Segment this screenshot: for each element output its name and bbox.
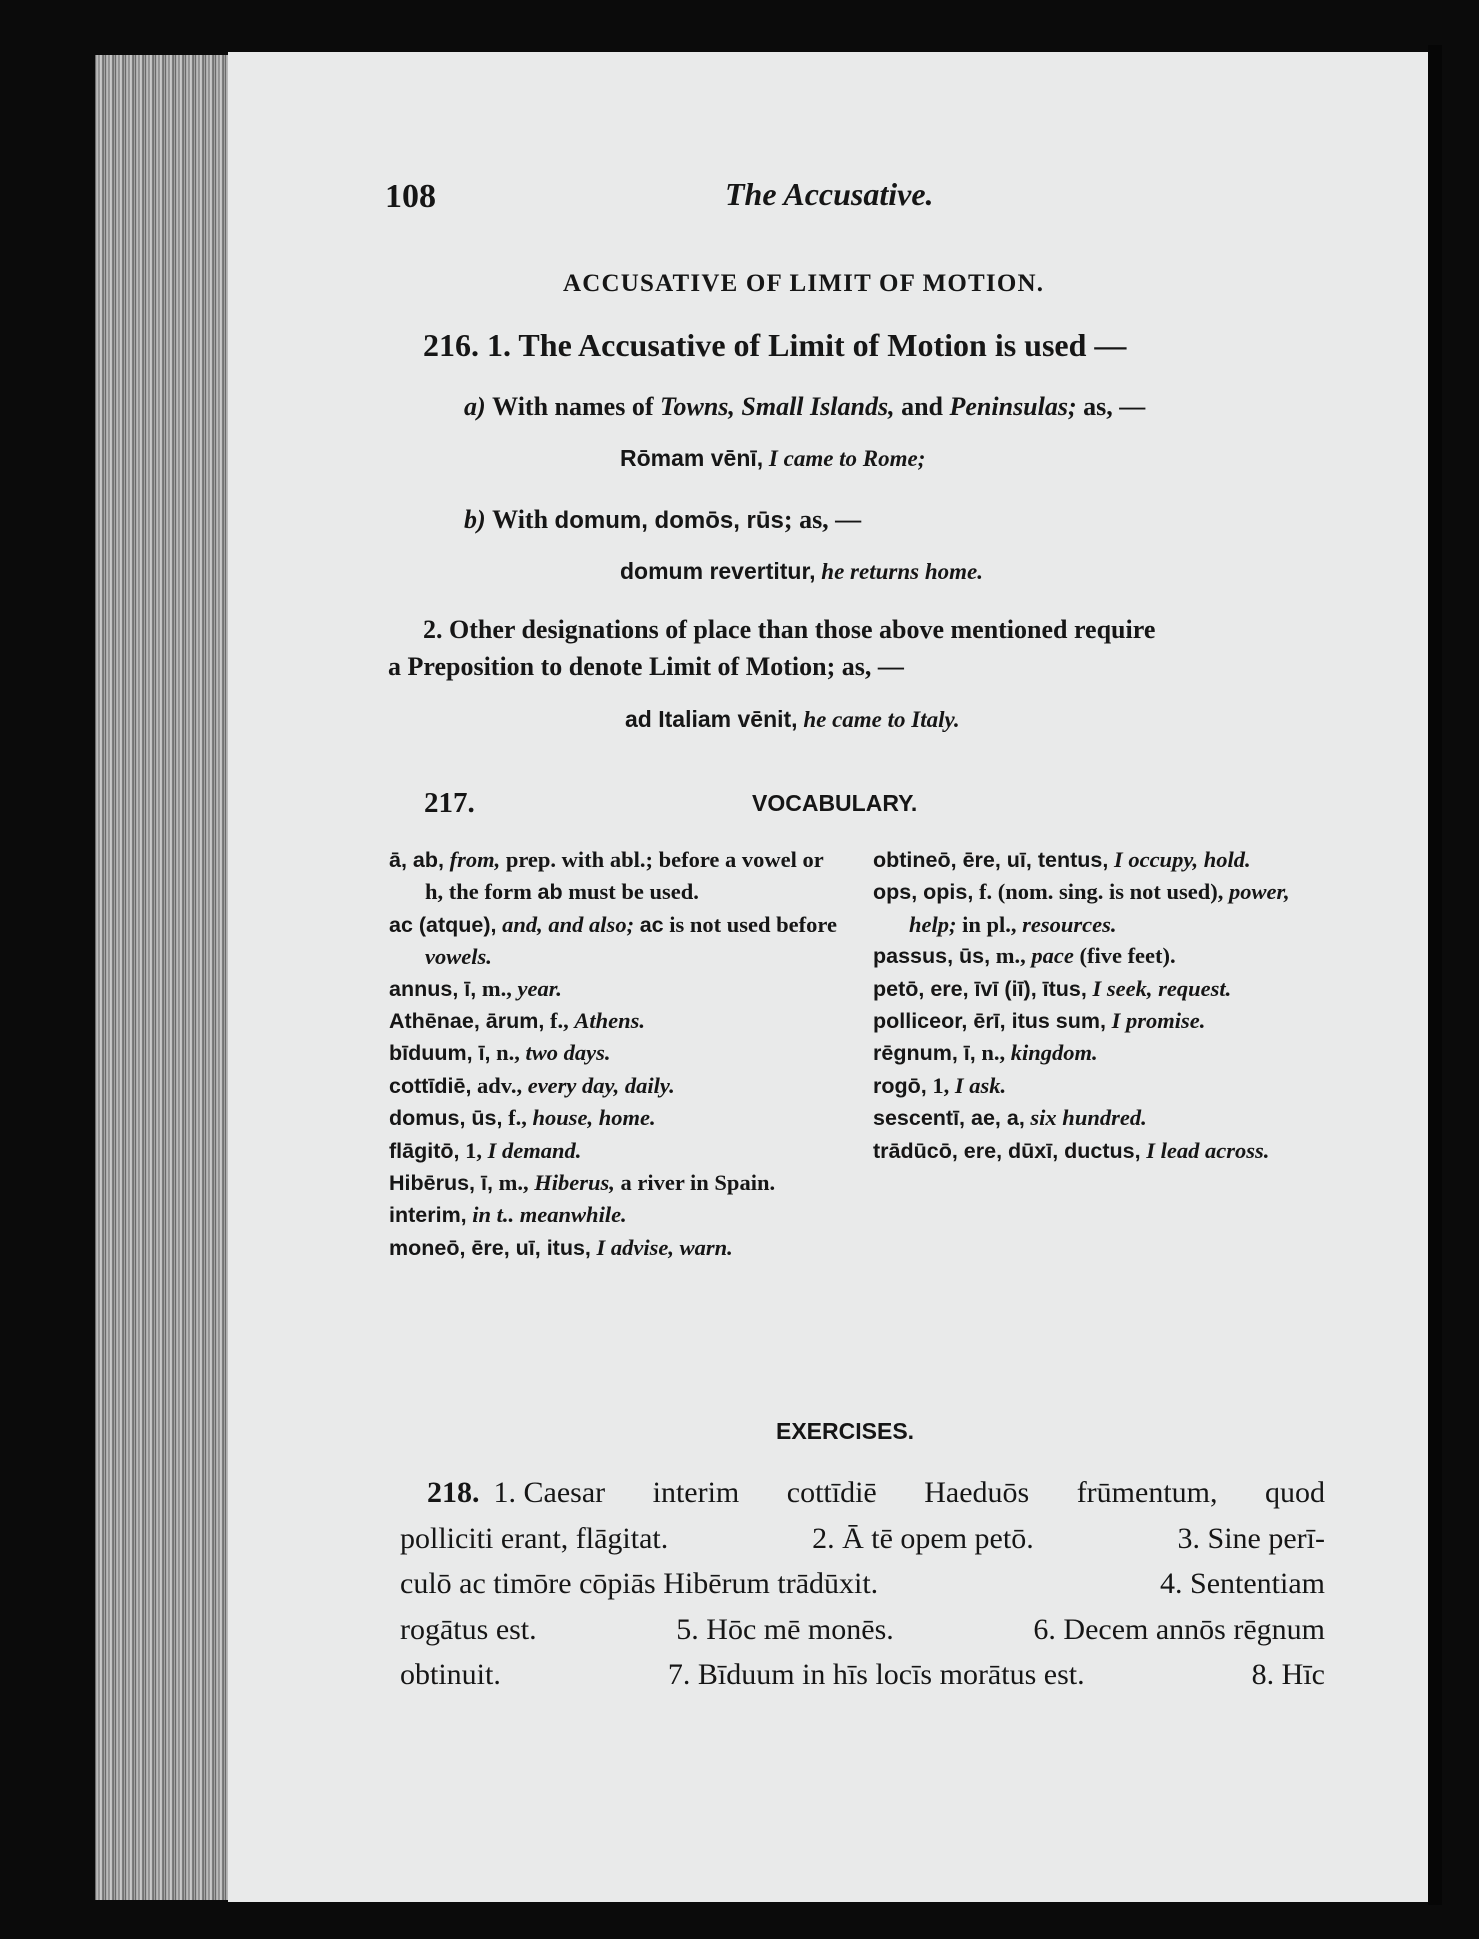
vocabulary-meaning: I occupy, hold. [1113,847,1251,872]
exercise-segment: obtinuit. [400,1658,501,1691]
section-title: ACCUSATIVE OF LIMIT OF MOTION. [563,270,1045,297]
vocabulary-headword: passus, ūs, [873,944,991,969]
vocabulary-text: must be used. [562,879,699,905]
vocabulary-meaning: in t.. meanwhile. [472,1202,627,1228]
exercise-line [400,1470,1325,1516]
vocabulary-entry [873,1005,1323,1037]
exercise-segment: 4. Sententiam [1160,1567,1325,1600]
vocabulary-meaning: power, help; [909,879,1290,937]
vocabulary-entry [389,1232,837,1264]
latin-example: domum revertitur, [620,558,816,584]
vocabulary-entry [389,1005,837,1037]
exercise-segment: 6. Decem annōs rēgnum [1033,1612,1325,1646]
vocabulary-text: f., [544,1008,575,1034]
rule-text: 1. The Accusative of Limit of Motion is used — [487,327,1127,363]
vocabulary-headword: polliceor, ērī, itus sum, [873,1009,1106,1034]
vocabulary-meaning: house, home. [532,1105,656,1131]
rule-a-towns: Towns, Small Islands, [659,392,895,421]
rule-a-marker: a) [464,392,486,421]
vocabulary-entry [873,1135,1323,1167]
vocabulary-meaning: I seek, request. [1092,975,1232,1001]
english-example: I came to Rome; [768,446,926,471]
rule-a-example [620,445,925,472]
exercises-heading: EXERCISES. [776,1418,915,1444]
vocabulary-entry [873,1037,1323,1069]
rule-b-words: domum, domōs, rūs [554,507,784,534]
vocabulary-text: m., [476,975,518,1001]
vocabulary-entry [389,1135,837,1167]
vocabulary-text: 1, [459,1137,488,1163]
rule-number: 216. [423,327,479,363]
vocabulary-entry [873,844,1323,876]
rule-216-line [423,327,1126,364]
vocabulary-text: ac [639,912,664,937]
page-number: 108 [385,178,436,215]
vocabulary-text: prep. with abl.; before a vowel or [500,847,824,872]
vocabulary-meaning: two days. [525,1040,611,1066]
rule-2-example [625,706,960,733]
rule-a-as: as, — [1083,392,1146,421]
vocabulary-meaning: from, [449,847,501,872]
exercise-segment: frūmentum, [1076,1476,1218,1509]
english-example: he returns home. [821,559,983,584]
vocabulary-meaning: and, and also; [502,911,635,937]
vocabulary-text: m., [990,943,1032,969]
vocabulary-entry [389,1167,837,1199]
vocabulary-entry [389,1102,837,1134]
exercise-segment: 7. Bīduum in hīs locīs morātus est. [667,1658,1085,1691]
rule-a-text: With names of [492,392,654,421]
vocabulary-meaning: year. [517,975,562,1001]
vocabulary-text: 1, [926,1072,955,1098]
exercise-segment: polliciti erant, flāgitat. [400,1521,669,1555]
vocabulary-headword: rēgnum, ī, [873,1041,976,1066]
rule-2-line-2: a Preposition to denote Limit of Motion; as, — [388,652,904,681]
vocabulary-entry [389,1070,837,1102]
vocabulary-meaning: Athens. [574,1008,645,1034]
exercise-segment: 3. Sine perī- [1177,1521,1325,1555]
latin-example: ad Italiam vēnit, [625,706,798,732]
rule-b-text: With [492,505,549,534]
vocabulary-entry [873,876,1323,940]
vocabulary-headword: obtineō, ēre, uī, tentus, [873,848,1109,872]
vocabulary-heading: VOCABULARY. [752,790,918,816]
vocabulary-text: (five feet). [1073,943,1176,969]
vocabulary-text: f. (nom. sing. is not used), [973,879,1230,905]
vocabulary-headword: moneō, ēre, uī, itus, [389,1235,591,1260]
exercise-number: 218. [427,1476,480,1509]
vocabulary-headword: flāgitō, [389,1138,460,1163]
rule-b-line [464,505,861,535]
vocabulary-meaning: vowels. [425,944,492,970]
vocabulary-meaning: I advise, warn. [596,1234,733,1260]
vocabulary-text: in pl., [956,911,1023,937]
exercise-segment: rogātus est. [400,1612,537,1646]
vocabulary-text: adv., [471,1072,528,1098]
vocabulary-meaning: six hundred. [1030,1105,1147,1131]
vocabulary-headword: interim, [389,1203,467,1228]
rule-b-example [620,558,983,585]
exercise-segment: interim [652,1476,740,1509]
vocabulary-headword: cottīdiē, [389,1073,472,1098]
vocabulary-text: m., [492,1170,535,1196]
vocabulary-meaning: I lead across. [1146,1137,1270,1163]
vocabulary-meaning: Hiberus, [534,1170,615,1196]
vocabulary-headword: Athēnae, ārum, [389,1009,545,1034]
vocabulary-entry [389,1199,837,1231]
page-right-edge [1428,45,1442,1905]
vocabulary-entry [389,909,837,973]
vocabulary-headword: ā, ab, [389,848,444,872]
english-example: he came to Italy. [803,707,960,732]
vocabulary-text: n., [490,1040,526,1066]
vocabulary-text: a river in Spain. [614,1170,776,1196]
vocabulary-entry [873,1070,1323,1102]
vocabulary-number: 217. [424,787,475,819]
vocabulary-entry [389,844,837,909]
vocabulary-text: is not used before [663,911,837,937]
rule-b-as: ; as, — [783,505,862,534]
vocabulary-meaning: I ask. [954,1072,1007,1098]
vocabulary-meaning: I promise. [1111,1008,1206,1034]
vocabulary-meaning: I demand. [487,1137,582,1163]
vocabulary-text: f., [502,1105,533,1131]
rule-b-marker: b) [464,505,486,534]
vocabulary-headword: ops, opis, [873,880,974,905]
exercise-segment: culō ac timōre cōpiās Hibērum trādūxit. [400,1567,879,1600]
exercise-segment: 2. Ā tē opem petō. [812,1521,1034,1555]
vocabulary-headword: Hibērus, ī, [389,1171,493,1196]
vocabulary-meaning: resources. [1022,911,1117,937]
vocabulary-headword: bīduum, ī, [389,1041,491,1066]
exercise-line [400,1516,1325,1562]
vocabulary-headword: annus, ī, [389,976,477,1001]
exercises-text [400,1470,1325,1698]
vocabulary-headword: rogō, [873,1073,927,1098]
vocabulary-text: n., [975,1040,1011,1066]
rule-a-and: and [901,392,943,421]
vocabulary-meaning: pace [1031,943,1074,969]
vocabulary-meaning: every day, daily. [527,1072,675,1098]
vocabulary-headword: trādūcō, ere, dūxī, ductus, [873,1138,1141,1163]
exercise-first-group [427,1470,605,1516]
exercise-line [400,1561,1325,1607]
vocabulary-headword: ac (atque), [389,912,497,937]
exercise-segment: cottīdiē [786,1476,877,1509]
vocabulary-entry [389,1037,837,1069]
vocabulary-text: ab [537,880,563,905]
running-title: The Accusative. [725,176,934,212]
vocabulary-column-left [389,844,837,1264]
vocabulary-headword: petō, ere, īvī (iī), ītus, [873,976,1087,1001]
vocabulary-headword: sescentī, ae, a, [873,1106,1025,1131]
exercise-line [400,1652,1325,1698]
vocabulary-text: h [425,879,438,905]
vocabulary-entry [873,1102,1323,1134]
vocabulary-entry [873,940,1323,972]
exercise-segment: quod [1264,1476,1325,1509]
latin-example: Rōmam vēnī, [620,445,764,471]
vocabulary-column-right [873,844,1323,1167]
rule-2-line-1: 2. Other designations of place than those above mentioned require [423,615,1156,644]
exercise-segment: 5. Hōc mē monēs. [676,1612,894,1646]
exercise-line [400,1607,1325,1653]
vocabulary-headword: domus, ūs, [389,1106,503,1131]
exercise-segment: 8. Hīc [1251,1658,1325,1691]
vocabulary-entry [389,973,837,1005]
rule-a-line [464,392,1145,422]
exercise-segment: 1. Caesar [493,1476,606,1509]
book-binding-edge [95,55,235,1900]
rule-a-peninsulas: Peninsulas; [949,392,1077,421]
vocabulary-text: , the form [437,879,538,905]
exercise-segment: Haeduōs [924,1476,1030,1509]
vocabulary-meaning: kingdom. [1010,1040,1098,1066]
vocabulary-entry [873,973,1323,1005]
